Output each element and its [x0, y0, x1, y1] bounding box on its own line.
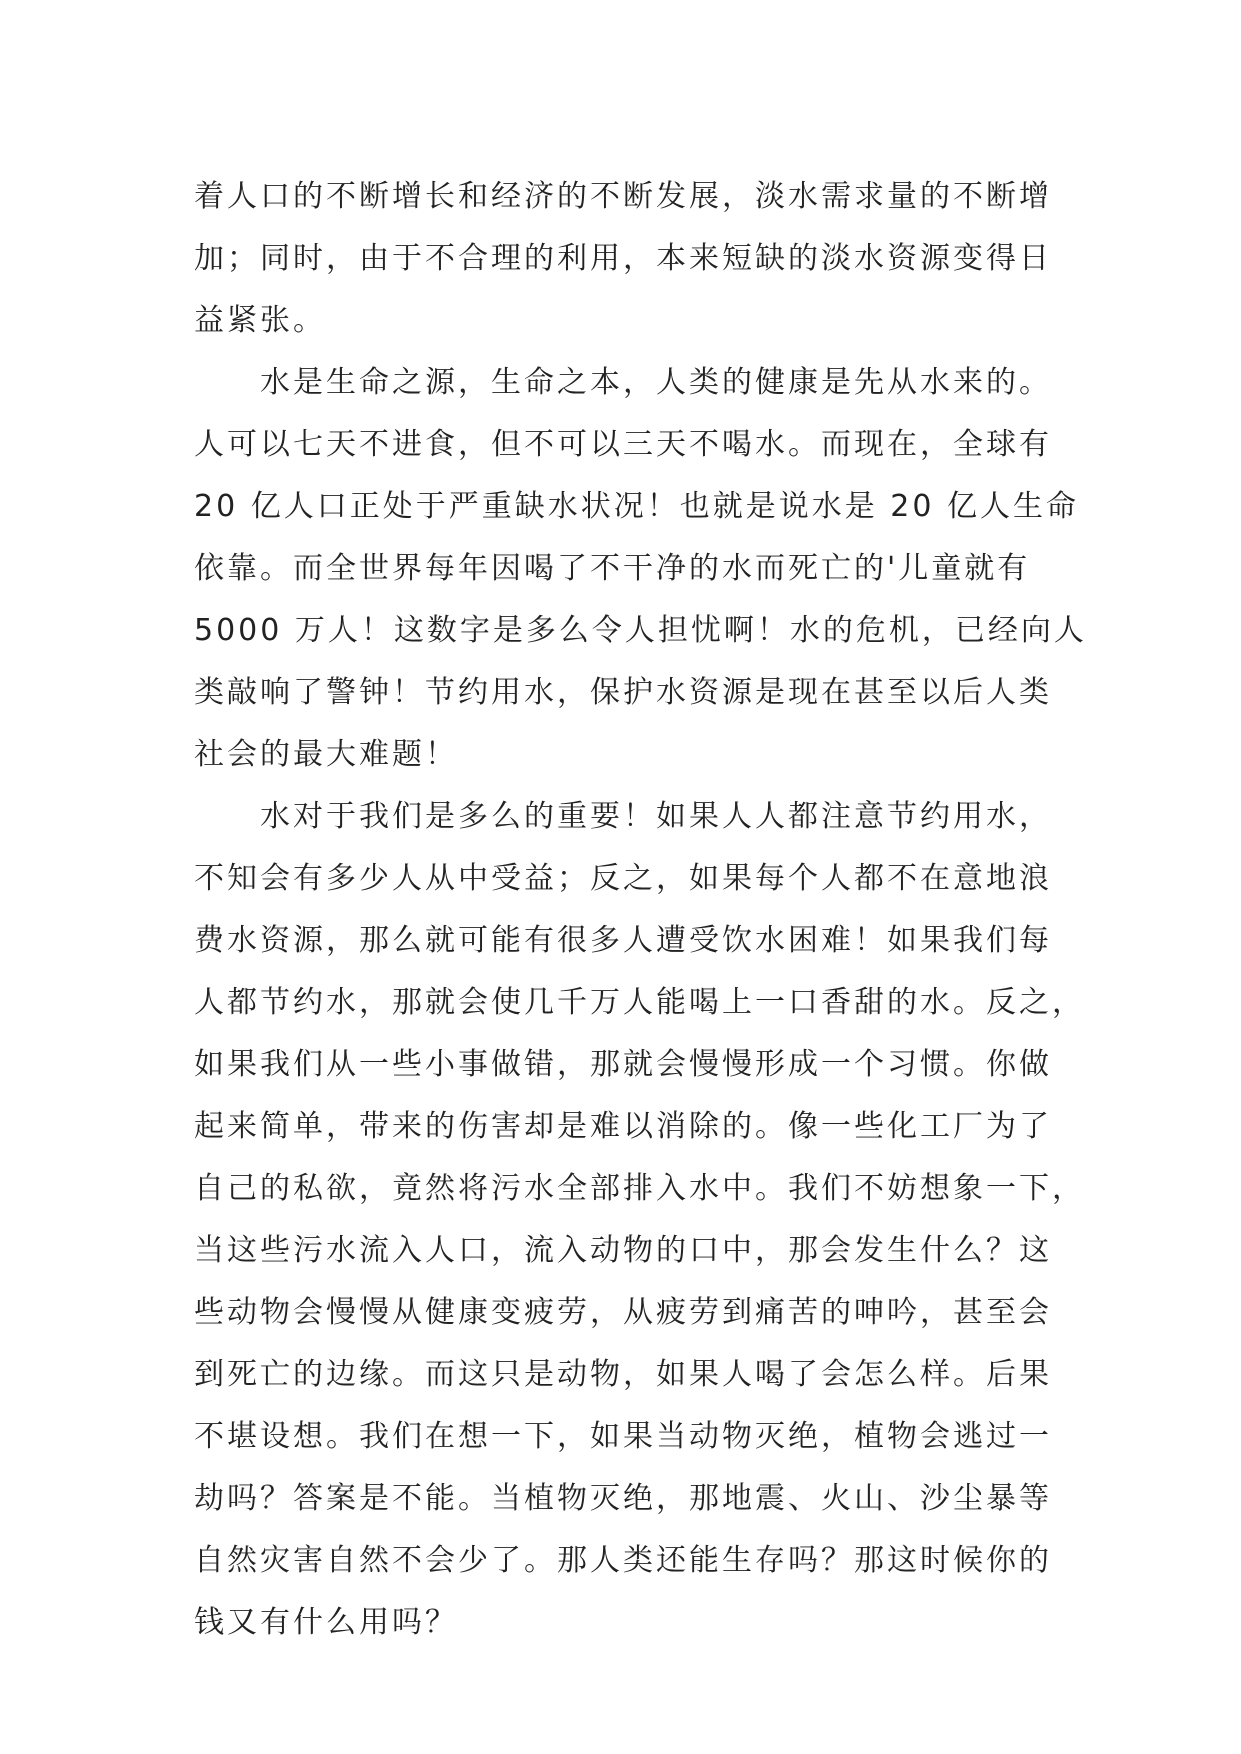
text-line: 当这些污水流入人口，流入动物的口中，那会发生什么？这: [194, 1233, 1052, 1268]
text-line: 20 亿人口正处于严重缺水状况！也就是说水是 20 亿人生命: [194, 489, 1079, 524]
text-line-indented: 水是生命之源，生命之本，人类的健康是先从水来的。: [260, 365, 1052, 400]
text-line: 5000 万人！这数字是多么令人担忧啊！水的危机，已经向人: [194, 613, 1087, 648]
text-line-indented: 水对于我们是多么的重要！如果人人都注意节约用水，: [260, 799, 1052, 834]
text-line: 社会的最大难题！: [194, 737, 458, 772]
text-line: 费水资源，那么就可能有很多人遭受饮水困难！如果我们每: [194, 923, 1052, 958]
paragraph-water-source-of-life: [194, 352, 1087, 786]
text-line: 不知会有多少人从中受益；反之，如果每个人都不在意地浪: [194, 861, 1052, 896]
text-line: 着人口的不断增长和经济的不断发展，淡水需求量的不断增: [194, 179, 1052, 214]
document-body: [194, 166, 1087, 1654]
text-line: 类敲响了警钟！节约用水，保护水资源是现在甚至以后人类: [194, 675, 1052, 710]
text-line: 起来简单，带来的伤害却是难以消除的。像一些化工厂为了: [194, 1109, 1052, 1144]
text-line: 劫吗？答案是不能。当植物灭绝，那地震、火山、沙尘暴等: [194, 1481, 1052, 1516]
text-line: 到死亡的边缘。而这只是动物，如果人喝了会怎么样。后果: [194, 1357, 1052, 1392]
text-line: 益紧张。: [194, 303, 326, 338]
text-line: 人都节约水，那就会使几千万人能喝上一口香甜的水。反之，: [194, 985, 1085, 1020]
text-line: 依靠。而全世界每年因喝了不干净的水而死亡的'儿童就有: [194, 551, 1031, 586]
text-line: 如果我们从一些小事做错，那就会慢慢形成一个习惯。你做: [194, 1047, 1052, 1082]
text-line: 不堪设想。我们在想一下，如果当动物灭绝，植物会逃过一: [194, 1419, 1052, 1454]
text-line: 钱又有什么用吗？: [194, 1605, 458, 1640]
text-line: 自然灾害自然不会少了。那人类还能生存吗？那这时候你的: [194, 1543, 1052, 1578]
text-line: 自己的私欲，竟然将污水全部排入水中。我们不妨想象一下，: [194, 1171, 1085, 1206]
paragraph-water-demand: [194, 166, 1074, 352]
text-line: 人可以七天不进食，但不可以三天不喝水。而现在，全球有: [194, 427, 1052, 462]
paragraph-water-importance: [194, 786, 1085, 1654]
text-line: 些动物会慢慢从健康变疲劳，从疲劳到痛苦的呻吟，甚至会: [194, 1295, 1052, 1330]
text-line: 加；同时，由于不合理的利用，本来短缺的淡水资源变得日: [194, 241, 1052, 276]
